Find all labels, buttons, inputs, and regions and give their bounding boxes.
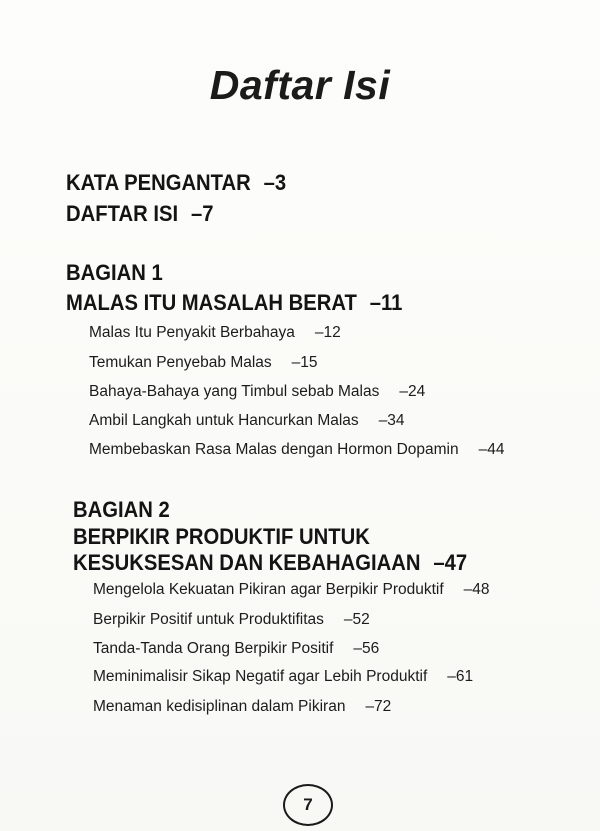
page-number: 7 bbox=[283, 784, 333, 826]
toc-subentry-page: –15 bbox=[291, 354, 318, 371]
toc-subentry bbox=[93, 581, 490, 599]
toc-subentry-text: Malas Itu Penyakit Berbahaya bbox=[89, 324, 295, 341]
toc-subentry-text: Meminimalisir Sikap Negatif agar Lebih Produktif bbox=[93, 668, 428, 685]
toc-subentry bbox=[89, 412, 405, 430]
toc-subentry-page: –48 bbox=[463, 581, 490, 598]
toc-subentry-text: Bahaya-Bahaya yang Timbul sebab Malas bbox=[89, 383, 380, 400]
toc-subentry bbox=[89, 324, 341, 342]
toc-subentry bbox=[89, 354, 318, 372]
toc-subentry-page: –56 bbox=[353, 640, 380, 657]
part2-title-line1: BERPIKIR PRODUKTIF UNTUK bbox=[73, 524, 370, 549]
part-title-page: –47 bbox=[433, 550, 468, 575]
part-title-text: KESUKSESAN DAN KEBAHAGIAAN bbox=[73, 550, 421, 575]
toc-subentry bbox=[89, 441, 504, 459]
toc-subentry-text: Membebaskan Rasa Malas dengan Hormon Dopamin bbox=[89, 441, 459, 458]
toc-entry-daftar-isi bbox=[66, 201, 213, 227]
page-title: Daftar Isi bbox=[209, 62, 391, 108]
toc-subentry-page: –34 bbox=[378, 412, 405, 429]
part-title-page: –11 bbox=[369, 290, 403, 315]
toc-subentry-text: Tanda-Tanda Orang Berpikir Positif bbox=[93, 640, 334, 657]
part1-label: BAGIAN 1 bbox=[66, 260, 163, 285]
toc-subentry-page: –12 bbox=[314, 324, 341, 341]
toc-entry-text: DAFTAR ISI bbox=[66, 201, 179, 226]
toc-subentry bbox=[93, 698, 391, 716]
toc-entry-page: –3 bbox=[263, 170, 287, 195]
toc-subentry-text: Ambil Langkah untuk Hancurkan Malas bbox=[89, 412, 359, 429]
toc-subentry-page: –61 bbox=[447, 668, 474, 685]
toc-subentry-text: Berpikir Positif untuk Produktifitas bbox=[93, 611, 324, 628]
toc-subentry bbox=[93, 611, 370, 629]
toc-subentry-page: –24 bbox=[399, 383, 426, 400]
part2-title-line2 bbox=[73, 550, 467, 576]
toc-subentry bbox=[93, 640, 379, 658]
part1-title bbox=[66, 290, 402, 316]
toc-subentry-page: –52 bbox=[343, 611, 370, 628]
toc-subentry-text: Mengelola Kekuatan Pikiran agar Berpikir Produktif bbox=[93, 581, 444, 598]
part-title-text: MALAS ITU MASALAH BERAT bbox=[66, 290, 357, 315]
toc-subentry-text: Menaman kedisiplinan dalam Pikiran bbox=[93, 698, 346, 715]
toc-entry-kata-pengantar bbox=[66, 170, 286, 196]
toc-subentry-text: Temukan Penyebab Malas bbox=[89, 354, 272, 371]
toc-entry-text: KATA PENGANTAR bbox=[66, 170, 251, 195]
toc-subentry bbox=[89, 383, 425, 401]
toc-subentry bbox=[93, 668, 473, 686]
toc-subentry-page: –44 bbox=[478, 441, 505, 458]
toc-subentry-page: –72 bbox=[365, 698, 392, 715]
toc-entry-page: –7 bbox=[190, 201, 214, 226]
part2-label: BAGIAN 2 bbox=[73, 497, 170, 522]
